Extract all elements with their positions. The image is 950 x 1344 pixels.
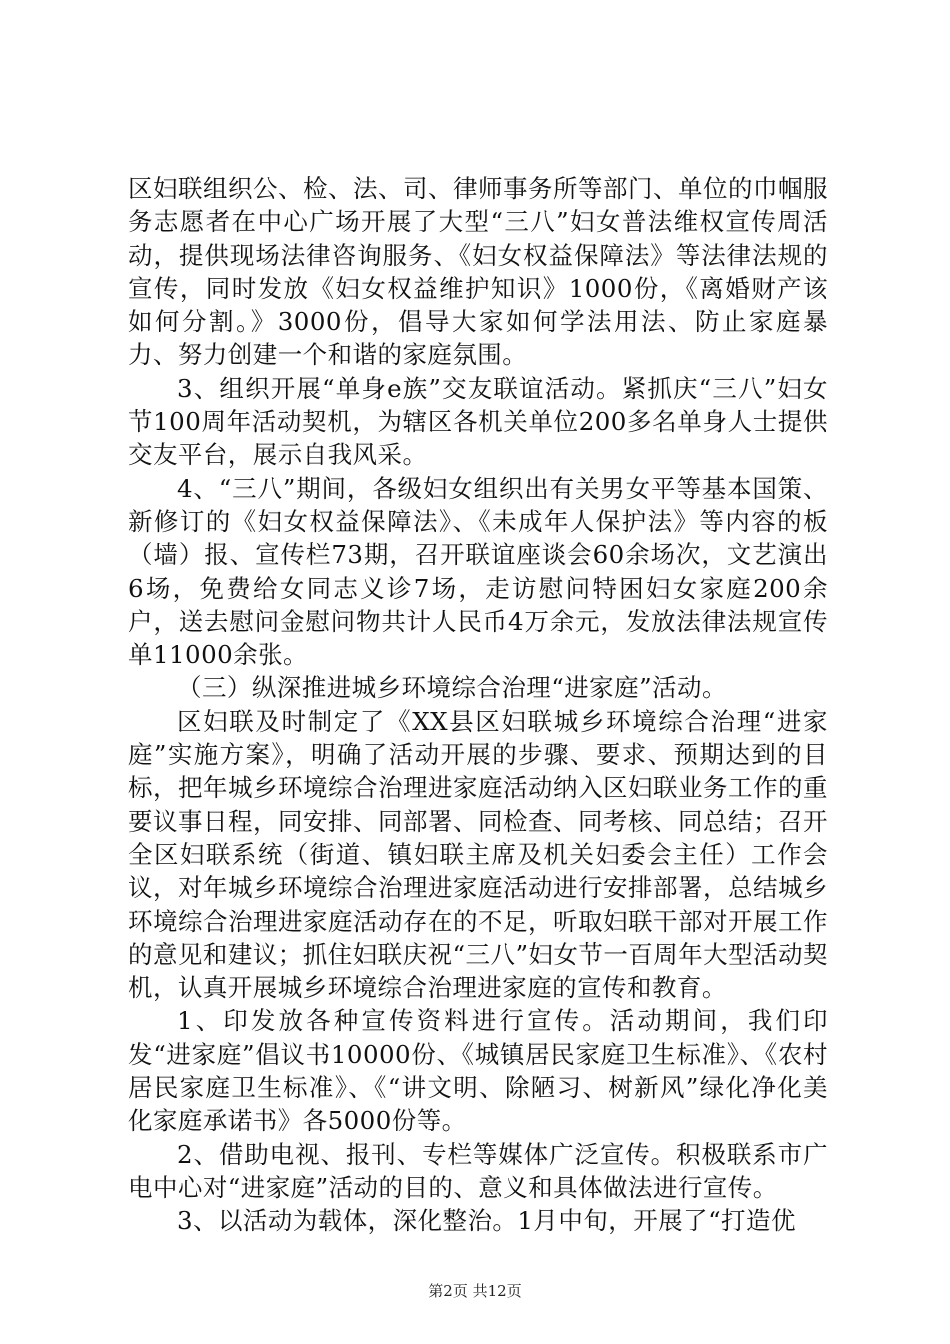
paragraph-7: 3、以活动为载体，深化整治。1月中旬，开展了“打造优 <box>177 1206 796 1236</box>
document-body <box>128 172 828 1238</box>
paragraph-1: 区妇联组织公、检、法、司、律师事务所等部门、单位的巾帼服务志愿者在中心广场开展了大型“三八”妇女普法维权宣传周活动，提供现场法律咨询服务、《妇女权益保障法》等法律法规的宣传，同时发放《妇女权益维护知识》1000份，《离婚财产该如何分割。》3000份，倡导大家如何学法用法、防止家庭暴力、努力创建一个和谐的家庭氛围。 <box>128 174 828 370</box>
paragraph-5: 1、印发放各种宣传资料进行宣传。活动期间，我们印发“进家庭”倡议书10000份、《城镇居民家庭卫生标准》、《农村居民家庭卫生标准》、《“讲文明、除陋习、树新风”绿化净化美化家庭承诺书》各5000份等。 <box>128 1006 828 1136</box>
paragraph-6: 2、借助电视、报刊、专栏等媒体广泛宣传。积极联系市广电中心对“进家庭”活动的目的、意义和具体做法进行宣传。 <box>128 1139 828 1202</box>
page-number-footer: 第2页 共12页 <box>428 1282 522 1300</box>
section-heading: （三）纵深推进城乡环境综合治理“进家庭”活动。 <box>177 673 727 703</box>
paragraph-4: 区妇联及时制定了《XX县区妇联城乡环境综合治理“进家庭”实施方案》，明确了活动开展的步骤、要求、预期达到的目标，把年城乡环境综合治理进家庭活动纳入区妇联业务工作的重要议事日程，同安排、同部署、同检查、同考核、同总结；召开全区妇联系统（街道、镇妇联主席及机关妇委会主任）工作会议，对年城乡环境综合治理进家庭活动进行安排部署，总结城乡环境综合治理进家庭活动存在的不足，听取妇联干部对开展工作的意见和建议；抓住妇联庆祝“三八”妇女节一百周年大型活动契机，认真开展城乡环境综合治理进家庭的宣传和教育。 <box>128 706 828 1003</box>
paragraph-2: 3、组织开展“单身e族”交友联谊活动。紧抓庆“三八”妇女节100周年活动契机，为辖区各机关单位200多名单身人士提供交友平台，展示自我风采。 <box>128 373 828 470</box>
paragraph-3: 4、“三八”期间，各级妇女组织出有关男女平等基本国策、新修订的《妇女权益保障法》、《未成年人保护法》等内容的板（墙）报、宣传栏73期，召开联谊座谈会60余场次，文艺演出6场，免费给女同志义诊7场，走访慰问特困妇女家庭200余户，送去慰问金慰问物共计人民币4万余元，发放法律法规宣传单11000余张。 <box>128 473 828 670</box>
